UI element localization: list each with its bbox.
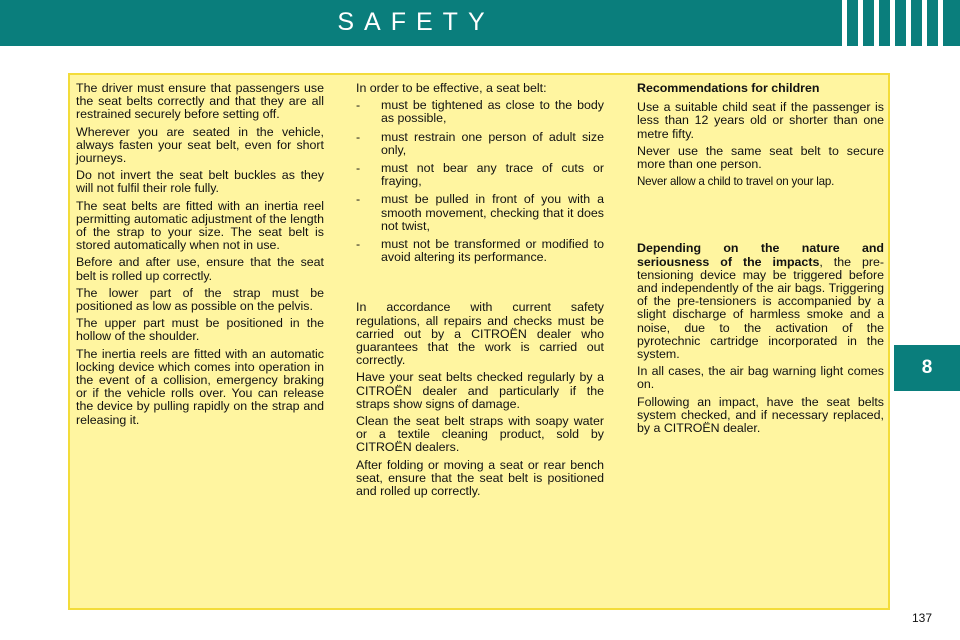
list-item-text: must not be transformed or modified to avoid altering its performance.	[381, 237, 604, 265]
column-seat-belt-requirements	[356, 82, 604, 502]
page-title: SAFETY	[337, 8, 495, 36]
paragraph: The upper part must be positioned in the hollow of the shoulder.	[76, 316, 324, 344]
paragraph: Clean the seat belt straps with soapy water or a textile cleaning product, sold by CITROËN dealers.	[356, 414, 604, 455]
paragraph: Before and after use, ensure that the seat belt is rolled up correctly.	[76, 255, 324, 283]
list-item: - must not bear any trace of cuts or fraying,	[356, 161, 604, 189]
page-header	[0, 0, 960, 46]
chapter-tab[interactable]: 8	[894, 345, 960, 391]
paragraph: The seat belts are fitted with an inertia reel permitting automatic adjustment of the length of the strap to your size. The seat belt is stored automatically when not in use.	[76, 198, 324, 253]
pretension-text: , the pre-tensioning device may be triggered before and independently of the air bags. Triggering of the pre-tensioners is accompanied by a slight discharge of harmless smoke and a noise, due to the activation of the pyrotechnic cartridge incorporated in the system.	[637, 254, 884, 362]
paragraph: The lower part of the strap must be positioned as low as possible on the pelvis.	[76, 285, 324, 314]
pretension-paragraph	[637, 242, 884, 361]
paragraph: Do not invert the seat belt buckles as they will not fulfil their role fully.	[76, 168, 324, 196]
list-item: - must not be transformed or modified to avoid altering its performance.	[356, 237, 604, 265]
paragraph: Never allow a child to travel on your lap.	[637, 175, 835, 189]
header-stripe	[922, 0, 927, 46]
header-stripe	[858, 0, 863, 46]
paragraph: Following an impact, have the seat belts system checked, and if necessary replaced, by a CITROËN dealer.	[637, 394, 884, 436]
paragraph: The inertia reels are fitted with an automatic locking device which comes into operation in the event of a collision, emergency braking or if the vehicle rolls over. You can release the device by pulling rapidly on the strap and releasing it.	[76, 346, 324, 427]
intro-text: In order to be effective, a seat belt:	[356, 81, 547, 95]
header-stripe	[890, 0, 895, 46]
list-item-text: must restrain one person of adult size only,	[381, 129, 604, 157]
header-stripe	[842, 0, 847, 46]
header-stripe	[906, 0, 911, 46]
list-item: - must restrain one person of adult size only,	[356, 129, 604, 157]
paragraph: Never use the same seat belt to secure more than one person.	[637, 143, 884, 172]
requirement-list	[356, 99, 604, 264]
column-children-and-pretensioners	[637, 82, 884, 439]
paragraph: Have your seat belts checked regularly by a CITROËN dealer and particularly if the straps show signs of damage.	[356, 370, 604, 411]
header-stripe	[938, 0, 943, 46]
paragraph: After folding or moving a seat or rear bench seat, ensure that the seat belt is positioned and rolled up correctly.	[356, 457, 604, 499]
list-item-text: must be tightened as close to the body as possible,	[381, 98, 604, 126]
list-item-text: must be pulled in front of you with a smooth movement, checking that it does not twist,	[381, 192, 604, 233]
page-number: 137	[912, 611, 933, 625]
list-item: - must be pulled in front of you with a smooth movement, checking that it does not twist,	[356, 192, 604, 233]
pretension-bold: Depending on the nature and seriousness of the impacts	[637, 241, 884, 269]
paragraph: The driver must ensure that passengers use the seat belts correctly and that they are all restrained securely before setting off.	[76, 81, 324, 122]
column-seat-belt-usage	[76, 82, 324, 431]
list-item: - must be tightened as close to the body as possible,	[356, 98, 604, 126]
paragraph: Wherever you are seated in the vehicle, always fasten your seat belt, even for short journeys.	[76, 124, 324, 166]
section-heading: Recommendations for children	[637, 81, 820, 95]
paragraph: Use a suitable child seat if the passenger is less than 12 years old or shorter than one metre fifty.	[637, 100, 884, 141]
paragraph: In accordance with current safety regulations, all repairs and checks must be carried out by a CITROËN dealer who guarantees that the work is carried out correctly.	[356, 300, 604, 368]
header-stripe	[874, 0, 879, 46]
paragraph: In all cases, the air bag warning light comes on.	[637, 364, 884, 392]
list-item-text: must not bear any trace of cuts or fraying,	[381, 161, 604, 189]
